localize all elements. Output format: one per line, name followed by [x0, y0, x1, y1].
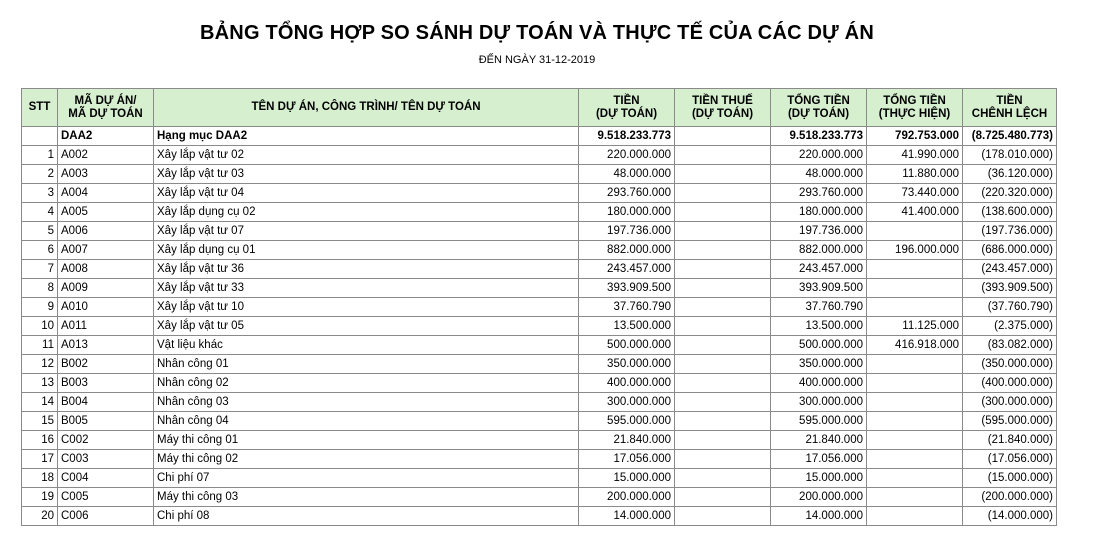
cell-code: A007	[58, 241, 154, 260]
table-row[interactable]	[22, 241, 1057, 260]
cell-diff: (83.082.000)	[963, 336, 1057, 355]
cell-diff: (21.840.000)	[963, 431, 1057, 450]
cell-code: A006	[58, 222, 154, 241]
cell-name: Xây lắp vật tư 04	[154, 184, 579, 203]
cell-name: Nhân công 02	[154, 374, 579, 393]
cell-name: Nhân công 04	[154, 412, 579, 431]
cell-stt: 1	[22, 146, 58, 165]
cell-code: A010	[58, 298, 154, 317]
cell-total: 17.056.000	[771, 450, 867, 469]
cell-tax	[675, 279, 771, 298]
cell-name: Nhân công 01	[154, 355, 579, 374]
cell-actual: 41.400.000	[867, 203, 963, 222]
cell-name: Xây lắp dụng cụ 01	[154, 241, 579, 260]
cell-actual	[867, 469, 963, 488]
cell-code: B005	[58, 412, 154, 431]
table-row[interactable]	[22, 336, 1057, 355]
cell-total: 595.000.000	[771, 412, 867, 431]
table-row[interactable]	[22, 355, 1057, 374]
cell-name: Xây lắp vật tư 10	[154, 298, 579, 317]
cell-total: 9.518.233.773	[771, 127, 867, 146]
cell-total: 21.840.000	[771, 431, 867, 450]
cell-actual	[867, 279, 963, 298]
cell-estimate: 180.000.000	[579, 203, 675, 222]
cell-total: 180.000.000	[771, 203, 867, 222]
cell-diff: (2.375.000)	[963, 317, 1057, 336]
cell-tax	[675, 469, 771, 488]
table-row[interactable]	[22, 450, 1057, 469]
cell-estimate: 9.518.233.773	[579, 127, 675, 146]
cell-code: A013	[58, 336, 154, 355]
cell-stt: 10	[22, 317, 58, 336]
cell-actual	[867, 222, 963, 241]
cell-actual	[867, 393, 963, 412]
cell-total: 400.000.000	[771, 374, 867, 393]
table-row[interactable]	[22, 488, 1057, 507]
cell-total: 37.760.790	[771, 298, 867, 317]
cell-diff: (15.000.000)	[963, 469, 1057, 488]
cell-code: A002	[58, 146, 154, 165]
cell-estimate: 17.056.000	[579, 450, 675, 469]
cell-stt: 18	[22, 469, 58, 488]
cell-name: Máy thi công 01	[154, 431, 579, 450]
cell-tax	[675, 222, 771, 241]
cell-actual: 792.753.000	[867, 127, 963, 146]
cell-total: 14.000.000	[771, 507, 867, 526]
cell-tax	[675, 412, 771, 431]
cell-tax	[675, 165, 771, 184]
report-subtitle: ĐẾN NGÀY 31-12-2019	[478, 54, 596, 66]
cell-diff: (14.000.000)	[963, 507, 1057, 526]
cell-estimate: 21.840.000	[579, 431, 675, 450]
cell-tax	[675, 260, 771, 279]
cell-estimate: 500.000.000	[579, 336, 675, 355]
cell-stt: 8	[22, 279, 58, 298]
cell-diff: (220.320.000)	[963, 184, 1057, 203]
header-stt: STT	[22, 89, 58, 127]
header-diff: TIỀN CHÊNH LỆCH	[963, 89, 1057, 127]
cell-tax	[675, 336, 771, 355]
table-row[interactable]	[22, 146, 1057, 165]
table-row[interactable]	[22, 203, 1057, 222]
cell-stt	[22, 127, 58, 146]
cell-code: B004	[58, 393, 154, 412]
cell-tax	[675, 393, 771, 412]
cell-diff: (37.760.790)	[963, 298, 1057, 317]
group-row[interactable]	[22, 127, 1057, 146]
cell-tax	[675, 184, 771, 203]
table-row[interactable]	[22, 374, 1057, 393]
cell-actual	[867, 374, 963, 393]
cell-name: Hạng mục DAA2	[154, 127, 579, 146]
cell-actual	[867, 507, 963, 526]
cell-diff: (138.600.000)	[963, 203, 1057, 222]
cell-name: Nhân công 03	[154, 393, 579, 412]
cell-actual	[867, 450, 963, 469]
cell-estimate: 393.909.500	[579, 279, 675, 298]
table-row[interactable]	[22, 260, 1057, 279]
cell-name: Chi phí 08	[154, 507, 579, 526]
cell-tax	[675, 241, 771, 260]
cell-stt: 14	[22, 393, 58, 412]
cell-code: C003	[58, 450, 154, 469]
cell-actual: 11.125.000	[867, 317, 963, 336]
table-row[interactable]	[22, 431, 1057, 450]
cell-tax	[675, 431, 771, 450]
cell-estimate: 15.000.000	[579, 469, 675, 488]
cell-diff: (350.000.000)	[963, 355, 1057, 374]
cell-total: 197.736.000	[771, 222, 867, 241]
table-row[interactable]	[22, 412, 1057, 431]
cell-code: C004	[58, 469, 154, 488]
cell-stt: 7	[22, 260, 58, 279]
cell-code: A011	[58, 317, 154, 336]
cell-estimate: 220.000.000	[579, 146, 675, 165]
cell-name: Xây lắp vật tư 05	[154, 317, 579, 336]
cell-stt: 16	[22, 431, 58, 450]
cell-name: Máy thi công 03	[154, 488, 579, 507]
cell-name: Xây lắp vật tư 03	[154, 165, 579, 184]
cell-stt: 5	[22, 222, 58, 241]
cell-total: 200.000.000	[771, 488, 867, 507]
cell-actual	[867, 260, 963, 279]
cell-name: Vật liệu khác	[154, 336, 579, 355]
cell-diff: (300.000.000)	[963, 393, 1057, 412]
cell-diff: (197.736.000)	[963, 222, 1057, 241]
cell-actual	[867, 355, 963, 374]
cell-code: DAA2	[58, 127, 154, 146]
cell-actual: 416.918.000	[867, 336, 963, 355]
cell-code: A009	[58, 279, 154, 298]
cell-total: 500.000.000	[771, 336, 867, 355]
cell-estimate: 293.760.000	[579, 184, 675, 203]
cell-total: 220.000.000	[771, 146, 867, 165]
table-row[interactable]	[22, 507, 1057, 526]
cell-tax	[675, 450, 771, 469]
cell-name: Xây lắp vật tư 33	[154, 279, 579, 298]
cell-code: A003	[58, 165, 154, 184]
cell-stt: 3	[22, 184, 58, 203]
cell-tax	[675, 298, 771, 317]
cell-total: 293.760.000	[771, 184, 867, 203]
cell-tax	[675, 488, 771, 507]
header-code: MÃ DỰ ÁN/ MÃ DỰ TOÁN	[58, 89, 154, 127]
table-row[interactable]	[22, 298, 1057, 317]
cell-stt: 2	[22, 165, 58, 184]
cell-diff: (36.120.000)	[963, 165, 1057, 184]
cell-actual	[867, 431, 963, 450]
header-tax: TIỀN THUẾ (DỰ TOÁN)	[675, 89, 771, 127]
cell-code: A005	[58, 203, 154, 222]
cell-stt: 12	[22, 355, 58, 374]
cell-total: 882.000.000	[771, 241, 867, 260]
cell-estimate: 37.760.790	[579, 298, 675, 317]
cell-tax	[675, 127, 771, 146]
cell-name: Máy thi công 02	[154, 450, 579, 469]
report-title: BẢNG TỔNG HỢP SO SÁNH DỰ TOÁN VÀ THỰC TẾ CỦA CÁC DỰ ÁN	[200, 22, 874, 44]
cell-diff: (243.457.000)	[963, 260, 1057, 279]
table-row[interactable]	[22, 469, 1057, 488]
cell-code: B003	[58, 374, 154, 393]
cell-estimate: 13.500.000	[579, 317, 675, 336]
cell-actual: 41.990.000	[867, 146, 963, 165]
cell-estimate: 200.000.000	[579, 488, 675, 507]
cell-estimate: 882.000.000	[579, 241, 675, 260]
cell-tax	[675, 374, 771, 393]
cell-diff: (595.000.000)	[963, 412, 1057, 431]
cell-stt: 19	[22, 488, 58, 507]
cell-diff: (8.725.480.773)	[963, 127, 1057, 146]
cell-stt: 20	[22, 507, 58, 526]
cell-tax	[675, 355, 771, 374]
cell-total: 393.909.500	[771, 279, 867, 298]
cell-total: 48.000.000	[771, 165, 867, 184]
cell-actual	[867, 298, 963, 317]
cell-diff: (200.000.000)	[963, 488, 1057, 507]
table-row[interactable]	[22, 165, 1057, 184]
cell-actual	[867, 412, 963, 431]
cell-stt: 11	[22, 336, 58, 355]
cell-tax	[675, 146, 771, 165]
cell-name: Xây lắp vật tư 07	[154, 222, 579, 241]
header-estimate: TIỀN (DỰ TOÁN)	[579, 89, 675, 127]
cell-total: 15.000.000	[771, 469, 867, 488]
cell-tax	[675, 507, 771, 526]
cell-estimate: 14.000.000	[579, 507, 675, 526]
cell-stt: 4	[22, 203, 58, 222]
cell-name: Xây lắp vật tư 02	[154, 146, 579, 165]
cell-stt: 13	[22, 374, 58, 393]
header-total: TỔNG TIỀN (DỰ TOÁN)	[771, 89, 867, 127]
cell-total: 300.000.000	[771, 393, 867, 412]
cell-actual: 196.000.000	[867, 241, 963, 260]
cell-estimate: 350.000.000	[579, 355, 675, 374]
cell-diff: (400.000.000)	[963, 374, 1057, 393]
comparison-table	[21, 88, 1057, 526]
header-name: TÊN DỰ ÁN, CÔNG TRÌNH/ TÊN DỰ TOÁN	[154, 89, 579, 127]
table-row[interactable]	[22, 222, 1057, 241]
cell-total: 350.000.000	[771, 355, 867, 374]
cell-stt: 9	[22, 298, 58, 317]
cell-total: 13.500.000	[771, 317, 867, 336]
cell-estimate: 243.457.000	[579, 260, 675, 279]
cell-stt: 17	[22, 450, 58, 469]
cell-code: C002	[58, 431, 154, 450]
cell-estimate: 400.000.000	[579, 374, 675, 393]
cell-estimate: 595.000.000	[579, 412, 675, 431]
cell-tax	[675, 317, 771, 336]
cell-diff: (393.909.500)	[963, 279, 1057, 298]
cell-code: A004	[58, 184, 154, 203]
cell-name: Xây lắp vật tư 36	[154, 260, 579, 279]
cell-diff: (178.010.000)	[963, 146, 1057, 165]
cell-name: Xây lắp dụng cụ 02	[154, 203, 579, 222]
cell-name: Chi phí 07	[154, 469, 579, 488]
cell-actual	[867, 488, 963, 507]
cell-diff: (17.056.000)	[963, 450, 1057, 469]
cell-actual: 11.880.000	[867, 165, 963, 184]
cell-code: B002	[58, 355, 154, 374]
cell-stt: 15	[22, 412, 58, 431]
cell-code: A008	[58, 260, 154, 279]
cell-code: C005	[58, 488, 154, 507]
cell-estimate: 48.000.000	[579, 165, 675, 184]
cell-actual: 73.440.000	[867, 184, 963, 203]
cell-diff: (686.000.000)	[963, 241, 1057, 260]
cell-stt: 6	[22, 241, 58, 260]
cell-estimate: 197.736.000	[579, 222, 675, 241]
cell-tax	[675, 203, 771, 222]
table-row[interactable]	[22, 317, 1057, 336]
cell-code: C006	[58, 507, 154, 526]
table-header-row	[22, 89, 1057, 127]
table-row[interactable]	[22, 393, 1057, 412]
table-row[interactable]	[22, 184, 1057, 203]
table-row[interactable]	[22, 279, 1057, 298]
cell-total: 243.457.000	[771, 260, 867, 279]
header-actual: TỔNG TIỀN (THỰC HIỆN)	[867, 89, 963, 127]
cell-estimate: 300.000.000	[579, 393, 675, 412]
